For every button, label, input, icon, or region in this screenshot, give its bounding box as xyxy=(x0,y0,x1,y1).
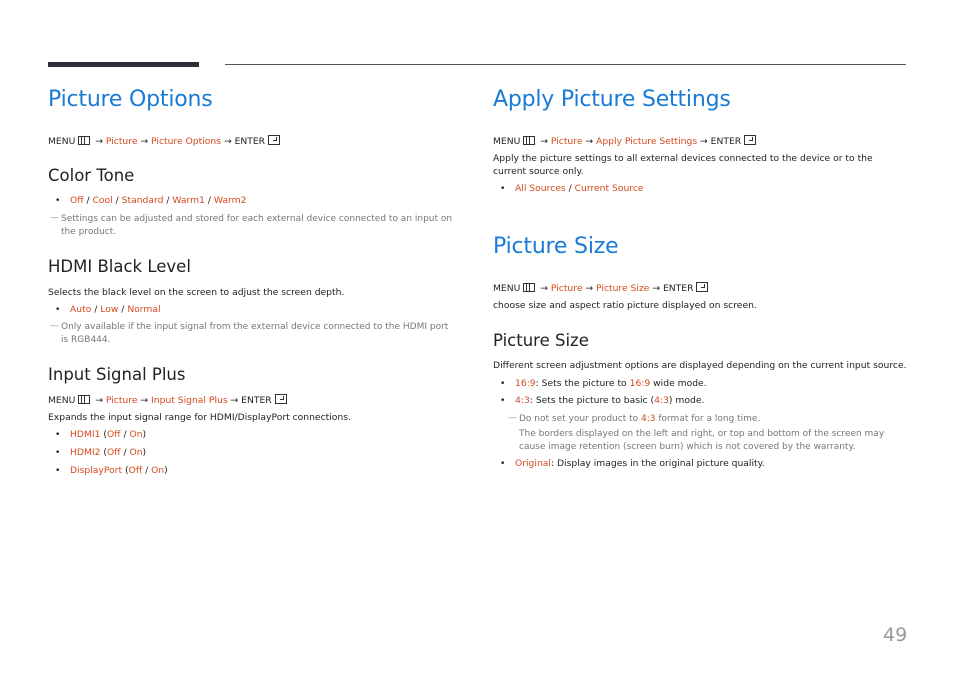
size-16-9-value: 16:9 xyxy=(629,378,651,389)
input-hdmi2-item: • HDMI2 (Off / On) xyxy=(55,447,147,458)
arrow: → xyxy=(230,395,239,406)
bullet-dot: • xyxy=(55,429,61,440)
size-original-label[interactable]: Original xyxy=(515,458,551,469)
picture-size-subheading: Picture Size xyxy=(493,331,589,350)
picture-options-title: Picture Options xyxy=(48,87,213,112)
input-displayport-item: • DisplayPort (Off / On) xyxy=(55,465,168,476)
item-text: ) mode. xyxy=(668,395,705,406)
bullet-dot: • xyxy=(500,395,506,406)
option-standard[interactable]: Standard xyxy=(121,195,164,206)
size-4-3-note xyxy=(506,413,901,426)
note-text: format for a long time. xyxy=(655,414,761,424)
hdmi1-off[interactable]: Off xyxy=(106,429,121,440)
input-signal-plus-menu-path xyxy=(48,394,287,407)
menu-icon xyxy=(523,136,535,145)
note-dash: — xyxy=(50,321,59,331)
menu-label: MENU xyxy=(493,283,521,294)
input-signal-plus-desc: Expands the input signal range for HDMI/DisplayPort connections. xyxy=(48,412,351,423)
menu-icon xyxy=(523,283,535,292)
hdmi1-on[interactable]: On xyxy=(129,429,143,440)
note-text: Settings can be adjusted and stored for each external device connected to an input on the product. xyxy=(61,214,453,237)
header-bar-thick xyxy=(48,62,199,67)
enter-label: ENTER xyxy=(710,136,742,147)
option-current-source[interactable]: Current Source xyxy=(574,183,644,194)
color-tone-heading: Color Tone xyxy=(48,166,135,185)
option-all-sources[interactable]: All Sources xyxy=(515,183,566,194)
picture-size-link[interactable]: Picture Size xyxy=(596,283,650,294)
bullet-dot: • xyxy=(55,195,61,206)
size-4-3-label[interactable]: 4:3 xyxy=(515,395,530,406)
arrow: → xyxy=(540,283,548,294)
note-dash: — xyxy=(50,213,59,223)
apply-picture-settings-title: Apply Picture Settings xyxy=(493,87,731,112)
arrow: → xyxy=(223,136,232,147)
hdmi2-on[interactable]: On xyxy=(129,447,143,458)
displayport-off[interactable]: Off xyxy=(128,465,143,476)
size-4-3-item xyxy=(500,395,704,407)
menu-label: MENU xyxy=(493,136,521,147)
bullet-dot: • xyxy=(55,465,61,476)
picture-size-menu-path xyxy=(493,282,708,295)
menu-icon xyxy=(78,136,90,145)
displayport-label[interactable]: DisplayPort xyxy=(70,465,123,476)
enter-label: ENTER xyxy=(662,283,694,294)
picture-size-title: Picture Size xyxy=(493,234,619,259)
picture-link[interactable]: Picture xyxy=(105,395,138,406)
color-tone-options: • Off / Cool / Standard / Warm1 / Warm2 xyxy=(55,195,247,206)
bullet-dot: • xyxy=(500,458,506,469)
arrow: → xyxy=(585,283,594,294)
input-hdmi1-item: • HDMI1 (Off / On) xyxy=(55,429,147,440)
enter-icon xyxy=(268,135,280,145)
size-16-9-label[interactable]: 16:9 xyxy=(515,378,536,389)
arrow: → xyxy=(140,395,149,406)
item-text: : Display images in the original picture quality. xyxy=(550,458,765,469)
picture-options-menu-path xyxy=(48,135,280,148)
item-text: wide mode. xyxy=(650,378,707,389)
option-auto[interactable]: Auto xyxy=(70,304,92,315)
menu-icon xyxy=(78,395,90,404)
enter-label: ENTER xyxy=(234,136,266,147)
apply-picture-settings-menu-path xyxy=(493,135,756,148)
option-low[interactable]: Low xyxy=(100,304,119,315)
input-signal-plus-link[interactable]: Input Signal Plus xyxy=(151,395,228,406)
arrow: → xyxy=(540,136,548,147)
note-text: Only available if the input signal from the external device connected to the HDMI port is RGB444. xyxy=(61,322,449,345)
option-cool[interactable]: Cool xyxy=(92,195,113,206)
picture-link[interactable]: Picture xyxy=(105,136,138,147)
picture-link[interactable]: Picture xyxy=(550,283,583,294)
screen-burn-note: The borders displayed on the left and right, or top and bottom of the screen may cause image retention (screen burn) which is not covered by the warranty. xyxy=(519,429,885,452)
page-number: 49 xyxy=(883,624,908,646)
size-original-item xyxy=(500,458,765,470)
arrow: → xyxy=(140,136,149,147)
picture-size-sub-desc: Different screen adjustment options are displayed depending on the current input source. xyxy=(493,360,907,371)
picture-link[interactable]: Picture xyxy=(550,136,583,147)
option-warm2[interactable]: Warm2 xyxy=(213,195,247,206)
hdmi-black-level-options: • Auto / Low / Normal xyxy=(55,304,161,315)
hdmi1-label[interactable]: HDMI1 xyxy=(70,429,101,440)
hdmi2-off[interactable]: Off xyxy=(106,447,121,458)
hdmi-black-level-desc: Selects the black level on the screen to adjust the screen depth. xyxy=(48,287,345,298)
hdmi-black-level-note xyxy=(48,321,458,346)
header-rule xyxy=(225,64,906,65)
apply-picture-settings-link[interactable]: Apply Picture Settings xyxy=(596,136,698,147)
color-tone-note xyxy=(48,213,458,238)
hdmi-black-level-heading: HDMI Black Level xyxy=(48,257,191,276)
note-value: 4:3 xyxy=(640,414,656,424)
menu-label: MENU xyxy=(48,136,76,147)
displayport-on[interactable]: On xyxy=(151,465,165,476)
size-16-9-item xyxy=(500,378,707,390)
option-off[interactable]: Off xyxy=(70,195,84,206)
option-normal[interactable]: Normal xyxy=(127,304,161,315)
arrow: → xyxy=(700,136,708,147)
hdmi2-label[interactable]: HDMI2 xyxy=(70,447,101,458)
arrow: → xyxy=(95,395,103,406)
enter-icon xyxy=(275,394,287,404)
option-warm1[interactable]: Warm1 xyxy=(172,195,205,206)
note-dash: — xyxy=(508,413,517,423)
bullet-dot: • xyxy=(500,183,506,194)
enter-label: ENTER xyxy=(241,395,272,406)
item-text: : Sets the picture to xyxy=(535,378,630,389)
arrow: → xyxy=(95,136,103,147)
enter-icon xyxy=(696,282,708,292)
arrow: → xyxy=(652,283,661,294)
bullet-dot: • xyxy=(55,447,61,458)
arrow: → xyxy=(585,136,594,147)
picture-size-desc: choose size and aspect ratio picture displayed on screen. xyxy=(493,300,757,311)
note-text: Do not set your product to xyxy=(519,414,641,424)
bullet-dot: • xyxy=(500,378,506,389)
item-text: : Sets the picture to basic ( xyxy=(529,395,655,406)
picture-options-link[interactable]: Picture Options xyxy=(151,136,222,147)
menu-label: MENU xyxy=(48,395,76,406)
apply-picture-settings-options: • All Sources / Current Source xyxy=(500,183,644,194)
enter-icon xyxy=(744,135,756,145)
apply-picture-settings-desc: Apply the picture settings to all external devices connected to the device or to the current source only. xyxy=(493,153,873,177)
size-4-3-value: 4:3 xyxy=(654,395,669,406)
bullet-dot: • xyxy=(55,304,61,315)
input-signal-plus-heading: Input Signal Plus xyxy=(48,365,186,384)
